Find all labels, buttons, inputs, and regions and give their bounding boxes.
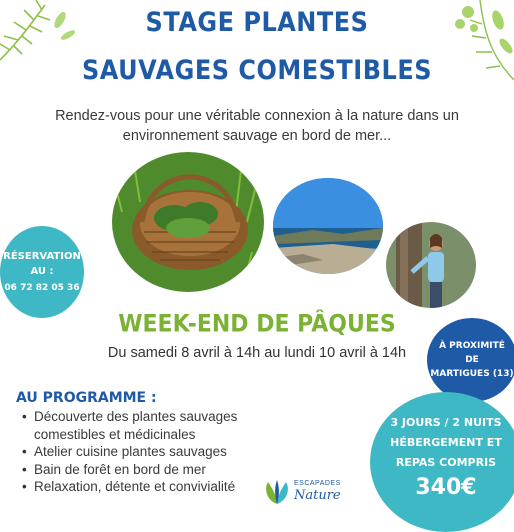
- program-item-4: Relaxation, détente et convivialité: [34, 479, 236, 494]
- list-item: [22, 478, 292, 496]
- program-item-3: Bain de forêt en bord de mer: [34, 461, 206, 477]
- offer-line-2: HÉBERGEMENT ET: [390, 436, 502, 449]
- location-line-3: MARTIGUES (13): [430, 369, 514, 379]
- person-tree-photo: [386, 222, 476, 308]
- title-line-2: SAUVAGES COMESTIBLES: [81, 54, 432, 86]
- program-item-1-line-2: comestibles et médicinales: [34, 426, 196, 442]
- offer-badge: [370, 392, 514, 532]
- program-title: AU PROGRAMME :: [16, 390, 157, 406]
- offer-price: 340€: [415, 475, 477, 500]
- list-item: [22, 408, 292, 443]
- logo-bottom-text: Nature: [294, 488, 341, 503]
- logo-top-text: ESCAPADES: [294, 480, 341, 487]
- reservation-label: RÉSERVATION: [3, 251, 81, 262]
- logo: [262, 472, 354, 508]
- coast-photo: [273, 178, 383, 274]
- reservation-phone[interactable]: 06 72 82 05 36: [4, 283, 80, 293]
- program-item-2: Atelier cuisine plantes sauvages: [34, 444, 227, 459]
- intro-line-1: Rendez-vous pour une véritable connexion à la nature dans un: [55, 108, 459, 124]
- reservation-label-2: AU :: [30, 266, 54, 277]
- intro-text: [20, 106, 494, 146]
- program-list: [10, 408, 292, 496]
- title-line-1: STAGE PLANTES: [145, 6, 369, 38]
- location-line-2: DE: [465, 355, 479, 365]
- list-item: [22, 461, 292, 479]
- basket-photo: [112, 152, 264, 292]
- leaf-logo-icon: [262, 478, 292, 506]
- event-dates: Du samedi 8 avril à 14h au lundi 10 avril à 14h: [107, 345, 407, 361]
- intro-line-2: environnement sauvage en bord de mer...: [122, 128, 392, 144]
- reservation-badge: [0, 226, 84, 318]
- offer-line-1: 3 JOURS / 2 NUITS: [390, 416, 502, 429]
- offer-line-3: REPAS COMPRIS: [395, 456, 497, 469]
- location-line-1: À PROXIMITÉ: [439, 341, 505, 351]
- event-title: WEEK-END DE PÂQUES: [118, 310, 396, 339]
- list-item: [22, 443, 292, 461]
- program-item-1-line-1: • Découverte des plantes sauvages: [34, 409, 238, 424]
